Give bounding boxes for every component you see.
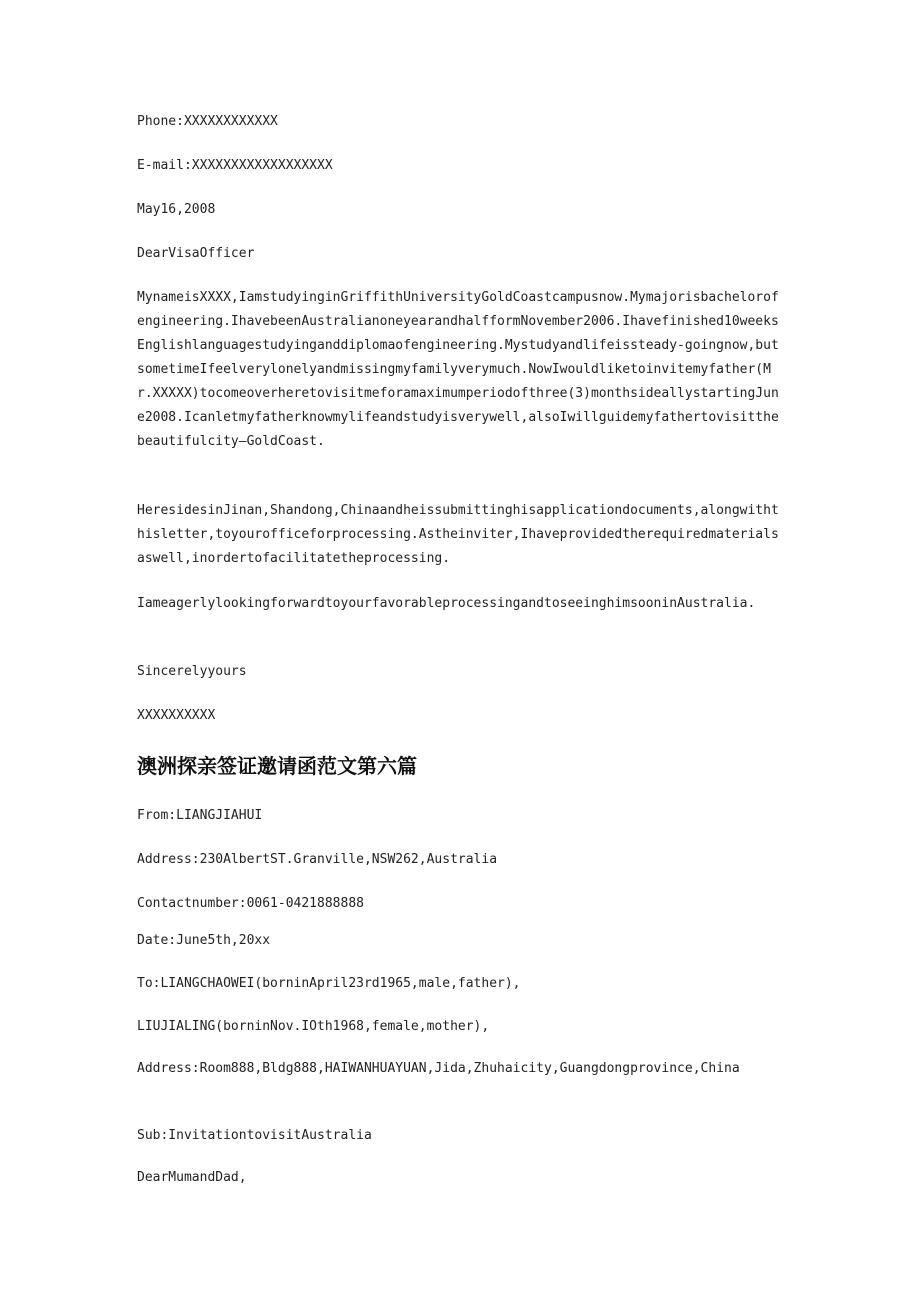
body-paragraph-1: MynameisXXXX,IamstudyinginGriffithUniversityGoldCoastcampusnow.Mymajorisbachelorofengineering.IhavebeenAustralianoneyearandhalfformNovember2006.Ihavefinished10weeksEnglishlanguagestudyinganddiplomaofengineering.Mystudyandlifeissteady-goingnow,butsometimeIfeelverylonelyandmissingmyfamilyverymuch.NowIwouldliketoinvitemyfather(Mr.XXXXX)tocomeoverheretovisitmeforamaximumperiodofthree(3)monthsideallystartingJune2008.Icanletmyfatherknowmylifeandstudyisverywell,alsoIwillguidemyfathertovisitthebeautifulcity—GoldCoast. xyxy=(137,290,779,449)
recipient-address: Address:Room888,Bldg888,HAIWANHUAYUAN,Jida,Zhuhaicity,Guangdongprovince,China xyxy=(137,1061,740,1076)
salutation-2: DearMumandDad, xyxy=(137,1170,247,1185)
closing: Sincerelyyours xyxy=(137,664,247,679)
letter-date-2: Date:June5th,20xx xyxy=(137,933,271,948)
from-line: From:LIANGJIAHUI xyxy=(137,808,263,823)
email-line: E-mail:XXXXXXXXXXXXXXXXXX xyxy=(137,158,333,173)
phone-line: Phone:XXXXXXXXXXXX xyxy=(137,114,278,129)
body-paragraph-3: IameagerlylookingforwardtoyourfavorableprocessingandtoseeinghimsooninAustralia. xyxy=(137,596,756,611)
letter-date: May16,2008 xyxy=(137,202,216,217)
subject-line: Sub:InvitationtovisitAustralia xyxy=(137,1128,372,1143)
recipient-mother: LIUJIALING(borninNov.IOth1968,female,mother), xyxy=(137,1019,490,1034)
contact-number: Contactnumber:0061-0421888888 xyxy=(137,896,364,911)
salutation: DearVisaOfficer xyxy=(137,246,255,261)
sender-address: Address:230AlbertST.Granville,NSW262,Australia xyxy=(137,852,498,867)
body-paragraph-2: HeresidesinJinan,Shandong,Chinaandheissubmittinghisapplicationdocuments,alongwiththisletter,toyourofficeforprocessing.Astheinviter,Ihaveprovidedtherequiredmaterialsaswell,inordertofacilitatetheprocessing. xyxy=(137,503,779,566)
recipient-father: To:LIANGCHAOWEI(borninApril23rd1965,male,father), xyxy=(137,976,521,991)
signature: XXXXXXXXXX xyxy=(137,708,216,723)
section-heading: 澳洲探亲签证邀请函范文第六篇 xyxy=(137,754,417,778)
